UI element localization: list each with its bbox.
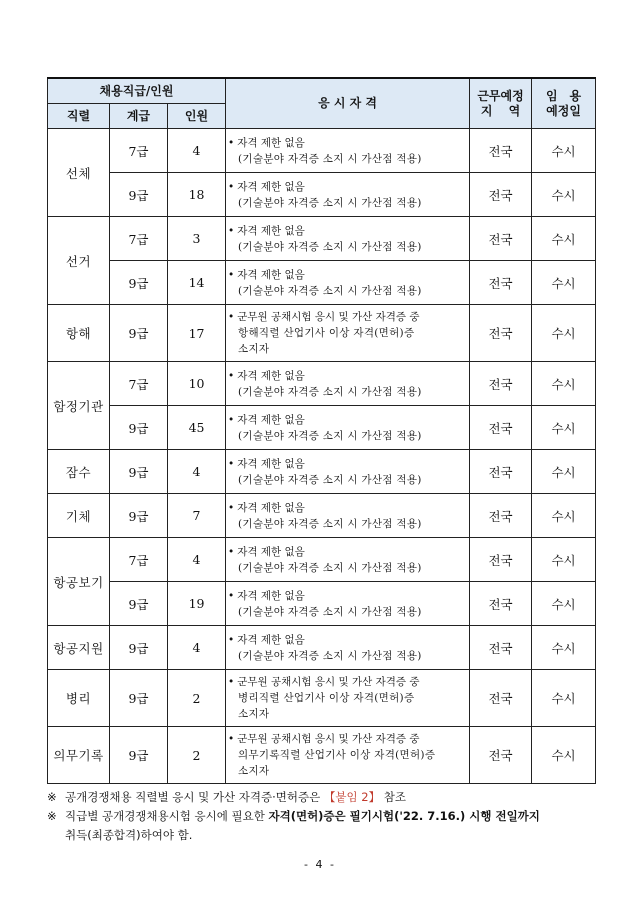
timing-cell: 수시 xyxy=(532,173,596,217)
region-cell: 전국 xyxy=(470,305,532,362)
footnotes xyxy=(47,788,607,845)
qualification-line: • 자격 제한 없음 xyxy=(228,179,463,195)
count-cell: 2 xyxy=(168,670,226,727)
qualification-line: (기술분야 자격증 소지 시 가산점 적용) xyxy=(238,473,422,486)
count-cell: 17 xyxy=(168,305,226,362)
series-cell: 선거 xyxy=(48,217,110,305)
series-cell: 기체 xyxy=(48,494,110,538)
region-cell: 전국 xyxy=(470,261,532,305)
table-row xyxy=(48,494,596,538)
timing-cell: 수시 xyxy=(532,494,596,538)
count-cell: 14 xyxy=(168,261,226,305)
table-row xyxy=(48,582,596,626)
qualification-cell xyxy=(226,727,470,784)
count-cell: 3 xyxy=(168,217,226,261)
qualification-cell xyxy=(226,538,470,582)
footnote-2-before: 직급별 공개경쟁채용시험 응시에 필요한 xyxy=(65,809,269,823)
qualification-line: (기술분야 자격증 소지 시 가산점 적용) xyxy=(238,284,422,297)
qualification-cell xyxy=(226,217,470,261)
grade-cell: 9급 xyxy=(110,261,168,305)
qualification-cell xyxy=(226,670,470,727)
header-timing xyxy=(532,78,596,129)
timing-cell: 수시 xyxy=(532,217,596,261)
region-cell: 전국 xyxy=(470,173,532,217)
qualification-line: • 자격 제한 없음 xyxy=(228,500,463,516)
qualification-cell xyxy=(226,626,470,670)
qualification-line: (기술분야 자격증 소지 시 가산점 적용) xyxy=(238,385,422,398)
grade-cell: 7급 xyxy=(110,362,168,406)
qualification-line: 의무기록직렬 산업기사 이상 자격(면허)증 xyxy=(238,749,436,761)
qualification-line: (기술분야 자격증 소지 시 가산점 적용) xyxy=(238,152,422,165)
qualification-line: (기술분야 자격증 소지 시 가산점 적용) xyxy=(238,429,422,442)
timing-cell: 수시 xyxy=(532,261,596,305)
header-group: 채용직급/인원 xyxy=(48,78,226,104)
qualification-line: • 자격 제한 없음 xyxy=(228,588,463,604)
page-number: - 4 - xyxy=(304,858,336,871)
region-cell: 전국 xyxy=(470,362,532,406)
count-cell: 4 xyxy=(168,626,226,670)
series-cell: 병리 xyxy=(48,670,110,727)
table-row xyxy=(48,406,596,450)
qualification-line: • 자격 제한 없음 xyxy=(228,135,463,151)
qualification-line: 소지자 xyxy=(238,765,270,777)
recruitment-table xyxy=(47,77,596,784)
count-cell: 10 xyxy=(168,362,226,406)
grade-cell: 7급 xyxy=(110,538,168,582)
header-grade: 계급 xyxy=(110,104,168,129)
qualification-line: • 군무원 공채시험 응시 및 가산 자격증 중 xyxy=(228,674,463,690)
region-cell: 전국 xyxy=(470,217,532,261)
qualification-line: (기술분야 자격증 소지 시 가산점 적용) xyxy=(238,196,422,209)
attachment-reference: 【붙임 2】 xyxy=(323,790,381,804)
note-mark: ※ xyxy=(47,809,57,823)
series-cell: 항공보기 xyxy=(48,538,110,626)
table-row xyxy=(48,305,596,362)
count-cell: 18 xyxy=(168,173,226,217)
header-timing-line1: 임 용 xyxy=(545,88,582,103)
qualification-line: • 자격 제한 없음 xyxy=(228,632,463,648)
timing-cell: 수시 xyxy=(532,305,596,362)
table-row xyxy=(48,538,596,582)
qualification-line: • 자격 제한 없음 xyxy=(228,544,463,560)
note-mark: ※ xyxy=(47,790,57,804)
qualification-cell xyxy=(226,406,470,450)
table-row xyxy=(48,362,596,406)
header-region xyxy=(470,78,532,129)
qualification-cell xyxy=(226,450,470,494)
timing-cell: 수시 xyxy=(532,362,596,406)
footnote-2-emphasis: 자격(면허)증은 필기시험('22. 7.16.) 시행 전일까지 xyxy=(268,809,540,823)
region-cell: 전국 xyxy=(470,582,532,626)
footnote-2 xyxy=(47,807,607,845)
count-cell: 4 xyxy=(168,129,226,173)
timing-cell: 수시 xyxy=(532,406,596,450)
timing-cell: 수시 xyxy=(532,129,596,173)
qualification-line: 소지자 xyxy=(238,708,270,720)
qualification-cell xyxy=(226,494,470,538)
series-cell: 잠수 xyxy=(48,450,110,494)
qualification-cell xyxy=(226,261,470,305)
timing-cell: 수시 xyxy=(532,626,596,670)
region-cell: 전국 xyxy=(470,129,532,173)
series-cell: 함정기관 xyxy=(48,362,110,450)
timing-cell: 수시 xyxy=(532,582,596,626)
region-cell: 전국 xyxy=(470,406,532,450)
qualification-cell xyxy=(226,582,470,626)
grade-cell: 7급 xyxy=(110,129,168,173)
header-region-line1: 근무예정 xyxy=(477,88,524,103)
grade-cell: 9급 xyxy=(110,727,168,784)
grade-cell: 9급 xyxy=(110,173,168,217)
qualification-line: • 자격 제한 없음 xyxy=(228,223,463,239)
header-region-line2: 지 역 xyxy=(480,103,521,118)
table-row xyxy=(48,450,596,494)
grade-cell: 9급 xyxy=(110,494,168,538)
footnote-1-text xyxy=(65,788,406,807)
qualification-line: 소지자 xyxy=(238,343,270,355)
qualification-line: 병리직렬 산업기사 이상 자격(면허)증 xyxy=(238,692,415,704)
header-count: 인원 xyxy=(168,104,226,129)
footnote-2-text xyxy=(65,807,540,845)
qualification-cell xyxy=(226,173,470,217)
region-cell: 전국 xyxy=(470,450,532,494)
region-cell: 전국 xyxy=(470,538,532,582)
table-row xyxy=(48,670,596,727)
series-cell: 항해 xyxy=(48,305,110,362)
qualification-line: (기술분야 자격증 소지 시 가산점 적용) xyxy=(238,240,422,253)
grade-cell: 7급 xyxy=(110,217,168,261)
table-row xyxy=(48,129,596,173)
timing-cell: 수시 xyxy=(532,450,596,494)
qualification-line: • 자격 제한 없음 xyxy=(228,267,463,283)
header-timing-line2: 예정일 xyxy=(546,103,581,118)
grade-cell: 9급 xyxy=(110,670,168,727)
qualification-line: (기술분야 자격증 소지 시 가산점 적용) xyxy=(238,605,422,618)
qualification-line: • 자격 제한 없음 xyxy=(228,412,463,428)
qualification-cell xyxy=(226,305,470,362)
region-cell: 전국 xyxy=(470,626,532,670)
timing-cell: 수시 xyxy=(532,670,596,727)
footnote-1-before: 공개경쟁채용 직렬별 응시 및 가산 자격증·면허증은 xyxy=(65,790,324,804)
header-qualification: 응 시 자 격 xyxy=(226,78,470,129)
region-cell: 전국 xyxy=(470,670,532,727)
qualification-line: (기술분야 자격증 소지 시 가산점 적용) xyxy=(238,517,422,530)
grade-cell: 9급 xyxy=(110,626,168,670)
qualification-line: • 군무원 공채시험 응시 및 가산 자격증 중 xyxy=(228,309,463,325)
grade-cell: 9급 xyxy=(110,582,168,626)
table-row xyxy=(48,626,596,670)
qualification-line: (기술분야 자격증 소지 시 가산점 적용) xyxy=(238,649,422,662)
qualification-line: • 군무원 공채시험 응시 및 가산 자격증 중 xyxy=(228,731,463,747)
series-cell: 선체 xyxy=(48,129,110,217)
count-cell: 4 xyxy=(168,450,226,494)
table-row xyxy=(48,727,596,784)
qualification-line: • 자격 제한 없음 xyxy=(228,368,463,384)
grade-cell: 9급 xyxy=(110,305,168,362)
qualification-line: (기술분야 자격증 소지 시 가산점 적용) xyxy=(238,561,422,574)
footnote-2-after: 취득(최종합격)하여야 함. xyxy=(65,828,193,842)
count-cell: 4 xyxy=(168,538,226,582)
qualification-line: 항해직렬 산업기사 이상 자격(면허)증 xyxy=(238,327,415,339)
grade-cell: 9급 xyxy=(110,406,168,450)
table-row xyxy=(48,217,596,261)
timing-cell: 수시 xyxy=(532,727,596,784)
table-row xyxy=(48,173,596,217)
region-cell: 전국 xyxy=(470,494,532,538)
qualification-cell xyxy=(226,129,470,173)
footnote-1 xyxy=(47,788,607,807)
grade-cell: 9급 xyxy=(110,450,168,494)
qualification-line: • 자격 제한 없음 xyxy=(228,456,463,472)
region-cell: 전국 xyxy=(470,727,532,784)
qualification-cell xyxy=(226,362,470,406)
footnote-1-after: 참조 xyxy=(380,790,406,804)
header-series: 직렬 xyxy=(48,104,110,129)
count-cell: 19 xyxy=(168,582,226,626)
count-cell: 45 xyxy=(168,406,226,450)
timing-cell: 수시 xyxy=(532,538,596,582)
count-cell: 2 xyxy=(168,727,226,784)
series-cell: 항공지원 xyxy=(48,626,110,670)
series-cell: 의무기록 xyxy=(48,727,110,784)
count-cell: 7 xyxy=(168,494,226,538)
table-row xyxy=(48,261,596,305)
